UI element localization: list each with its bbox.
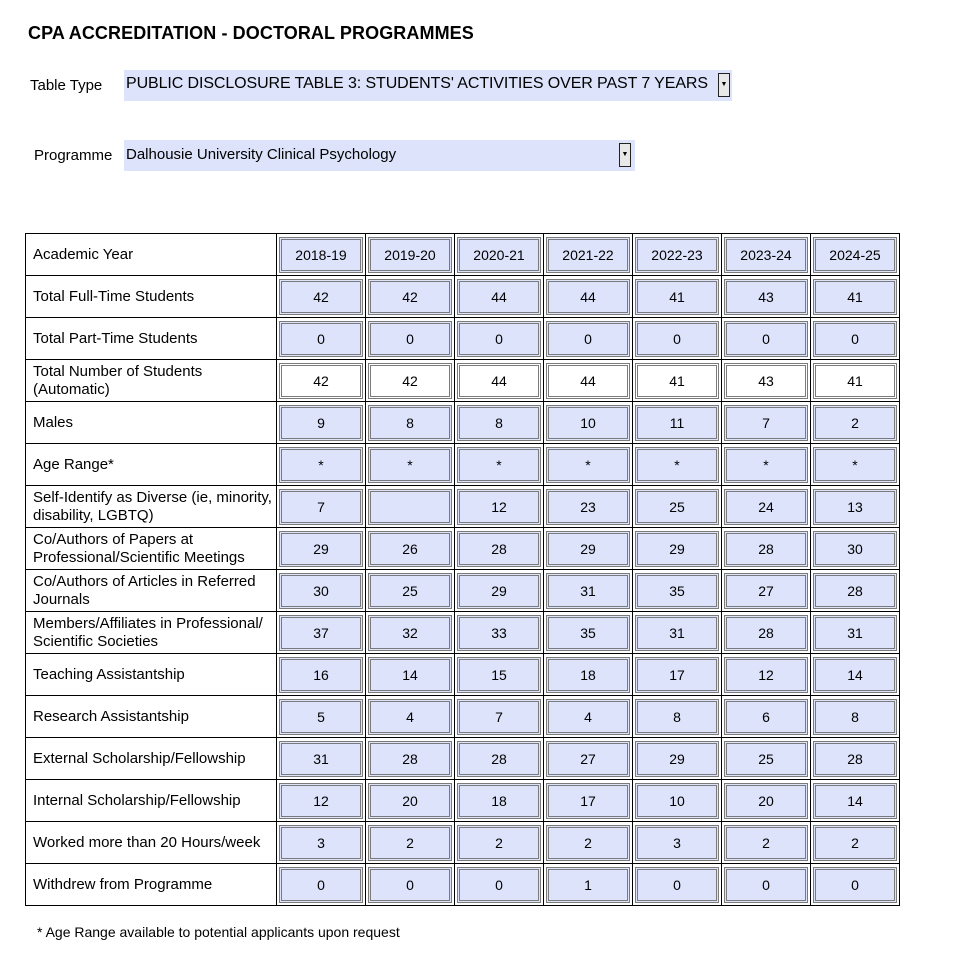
table-row (26, 864, 900, 906)
value-input[interactable] (368, 489, 452, 525)
value-input[interactable]: 8 (368, 405, 452, 441)
year-header-2020-21: 2020-21 (457, 237, 541, 273)
value-input[interactable]: 0 (813, 321, 897, 357)
value-input[interactable]: 29 (457, 573, 541, 609)
value-input[interactable]: 15 (457, 657, 541, 693)
value-input[interactable]: 29 (635, 741, 719, 777)
value-input[interactable]: 7 (457, 699, 541, 735)
value-input: 44 (546, 363, 630, 399)
value-input: 42 (279, 363, 363, 399)
table-row (26, 780, 900, 822)
value-input[interactable]: 26 (368, 531, 452, 567)
value-input[interactable]: 0 (457, 321, 541, 357)
value-input[interactable]: 4 (368, 699, 452, 735)
value-input[interactable]: 29 (279, 531, 363, 567)
table-row (26, 570, 900, 612)
value-input[interactable]: * (724, 447, 808, 483)
value-input[interactable]: 0 (724, 867, 808, 903)
row-label: Total Full-Time Students (26, 276, 277, 318)
value-input[interactable]: 37 (279, 615, 363, 651)
value-input[interactable]: 0 (546, 321, 630, 357)
value-input: 44 (457, 363, 541, 399)
value-input[interactable]: 31 (635, 615, 719, 651)
value-input[interactable]: 0 (368, 867, 452, 903)
value-input[interactable]: * (368, 447, 452, 483)
value-input[interactable]: 7 (724, 405, 808, 441)
value-input[interactable]: 32 (368, 615, 452, 651)
value-input[interactable]: 28 (813, 573, 897, 609)
value-input[interactable]: 9 (279, 405, 363, 441)
row-label: Academic Year (26, 234, 277, 276)
value-input[interactable]: 3 (635, 825, 719, 861)
value-input[interactable]: 31 (546, 573, 630, 609)
value-input: 42 (368, 363, 452, 399)
table-row (26, 360, 900, 402)
value-input[interactable]: 25 (724, 741, 808, 777)
row-label: Worked more than 20 Hours/week (26, 822, 277, 864)
value-input[interactable]: 42 (279, 279, 363, 315)
value-input[interactable]: * (546, 447, 630, 483)
value-input[interactable]: 8 (635, 699, 719, 735)
year-header-2024-25: 2024-25 (813, 237, 897, 273)
value-input[interactable]: 2 (724, 825, 808, 861)
table-header-row (26, 234, 900, 276)
students-activities-table (25, 233, 900, 906)
year-header-2021-22: 2021-22 (546, 237, 630, 273)
table-type-label: Table Type (30, 77, 103, 94)
value-input[interactable]: 28 (368, 741, 452, 777)
table-row (26, 276, 900, 318)
row-label: Teaching Assistantship (26, 654, 277, 696)
value-input[interactable]: 35 (635, 573, 719, 609)
value-input[interactable]: 30 (279, 573, 363, 609)
value-input[interactable]: 30 (813, 531, 897, 567)
row-label: External Scholarship/Fellowship (26, 738, 277, 780)
value-input[interactable]: 31 (279, 741, 363, 777)
value-input[interactable]: 24 (724, 489, 808, 525)
value-input[interactable]: 2 (368, 825, 452, 861)
value-input[interactable]: 2 (813, 405, 897, 441)
value-input[interactable]: 16 (279, 657, 363, 693)
value-input[interactable]: 5 (279, 699, 363, 735)
value-input[interactable]: 29 (635, 531, 719, 567)
value-input[interactable]: 0 (279, 867, 363, 903)
value-input[interactable]: 28 (457, 741, 541, 777)
year-header-2023-24: 2023-24 (724, 237, 808, 273)
year-header-2022-23: 2022-23 (635, 237, 719, 273)
value-input[interactable]: 0 (457, 867, 541, 903)
table-type-value: PUBLIC DISCLOSURE TABLE 3: STUDENTS' ACTIVITIES OVER PAST 7 YEARS (126, 75, 708, 92)
value-input[interactable]: * (813, 447, 897, 483)
value-input[interactable]: 14 (813, 657, 897, 693)
value-input[interactable]: 41 (635, 279, 719, 315)
value-input[interactable]: 28 (457, 531, 541, 567)
value-input[interactable]: * (635, 447, 719, 483)
value-input[interactable]: 20 (724, 783, 808, 819)
value-input[interactable]: * (457, 447, 541, 483)
value-input[interactable]: 2 (546, 825, 630, 861)
value-input[interactable]: 31 (813, 615, 897, 651)
row-label: Co/Authors of Articles in Referred Journals (26, 570, 277, 612)
table-row (26, 654, 900, 696)
value-input[interactable]: 0 (635, 867, 719, 903)
value-input[interactable]: 18 (457, 783, 541, 819)
row-label: Co/Authors of Papers at Professional/Scientific Meetings (26, 528, 277, 570)
value-input[interactable]: 6 (724, 699, 808, 735)
row-label: Withdrew from Programme (26, 864, 277, 906)
value-input[interactable]: 17 (546, 783, 630, 819)
table-type-select[interactable] (124, 70, 732, 101)
programme-label: Programme (34, 147, 113, 164)
row-label: Total Part-Time Students (26, 318, 277, 360)
dropdown-arrow-icon[interactable]: ▼ (619, 143, 631, 167)
row-label: Males (26, 402, 277, 444)
table-row (26, 738, 900, 780)
table-row (26, 612, 900, 654)
value-input[interactable]: 0 (724, 321, 808, 357)
value-input[interactable]: 7 (279, 489, 363, 525)
value-input[interactable]: 0 (368, 321, 452, 357)
row-label: Internal Scholarship/Fellowship (26, 780, 277, 822)
value-input[interactable]: 27 (724, 573, 808, 609)
table-row (26, 318, 900, 360)
row-label: Self-Identify as Diverse (ie, minority, disability, LGBTQ) (26, 486, 277, 528)
table-row (26, 528, 900, 570)
value-input[interactable]: 2 (457, 825, 541, 861)
value-input[interactable]: 20 (368, 783, 452, 819)
value-input[interactable]: 10 (546, 405, 630, 441)
value-input[interactable]: 12 (724, 657, 808, 693)
value-input[interactable]: 0 (279, 321, 363, 357)
value-input[interactable]: 14 (368, 657, 452, 693)
value-input[interactable]: 42 (368, 279, 452, 315)
value-input[interactable]: 1 (546, 867, 630, 903)
value-input[interactable]: 18 (546, 657, 630, 693)
table-row (26, 444, 900, 486)
value-input[interactable]: 33 (457, 615, 541, 651)
dropdown-arrow-icon[interactable]: ▼ (718, 73, 730, 97)
value-input[interactable]: 3 (279, 825, 363, 861)
table-row (26, 402, 900, 444)
page-title: CPA ACCREDITATION - DOCTORAL PROGRAMMES (28, 23, 474, 43)
value-input[interactable]: 25 (368, 573, 452, 609)
value-input[interactable]: 23 (546, 489, 630, 525)
table-row (26, 486, 900, 528)
row-label: Age Range* (26, 444, 277, 486)
value-input[interactable]: 8 (813, 699, 897, 735)
value-input[interactable]: 11 (635, 405, 719, 441)
value-input[interactable]: 35 (546, 615, 630, 651)
value-input[interactable]: 27 (546, 741, 630, 777)
value-input: 43 (724, 363, 808, 399)
value-input[interactable]: 44 (546, 279, 630, 315)
row-label: Total Number of Students (Automatic) (26, 360, 277, 402)
value-input[interactable]: 10 (635, 783, 719, 819)
year-header-2019-20: 2019-20 (368, 237, 452, 273)
value-input[interactable]: 0 (635, 321, 719, 357)
value-input[interactable]: 28 (724, 531, 808, 567)
table-row (26, 696, 900, 738)
footnote: * Age Range available to potential applicants upon request (37, 924, 400, 940)
value-input[interactable]: 44 (457, 279, 541, 315)
value-input[interactable]: 28 (813, 741, 897, 777)
table-row (26, 822, 900, 864)
row-label: Members/Affiliates in Professional/ Scientific Societies (26, 612, 277, 654)
value-input[interactable]: 4 (546, 699, 630, 735)
value-input[interactable]: 25 (635, 489, 719, 525)
value-input[interactable]: * (279, 447, 363, 483)
value-input: 41 (813, 363, 897, 399)
value-input[interactable]: 17 (635, 657, 719, 693)
value-input[interactable]: 12 (457, 489, 541, 525)
value-input[interactable]: 28 (724, 615, 808, 651)
programme-value: Dalhousie University Clinical Psychology (126, 146, 397, 163)
row-label: Research Assistantship (26, 696, 277, 738)
value-input[interactable]: 12 (279, 783, 363, 819)
value-input[interactable]: 41 (813, 279, 897, 315)
value-input[interactable]: 29 (546, 531, 630, 567)
value-input[interactable]: 43 (724, 279, 808, 315)
value-input[interactable]: 8 (457, 405, 541, 441)
value-input[interactable]: 0 (813, 867, 897, 903)
value-input[interactable]: 2 (813, 825, 897, 861)
value-input[interactable]: 14 (813, 783, 897, 819)
value-input: 41 (635, 363, 719, 399)
value-input[interactable]: 13 (813, 489, 897, 525)
year-header-2018-19: 2018-19 (279, 237, 363, 273)
programme-select[interactable] (124, 140, 635, 171)
